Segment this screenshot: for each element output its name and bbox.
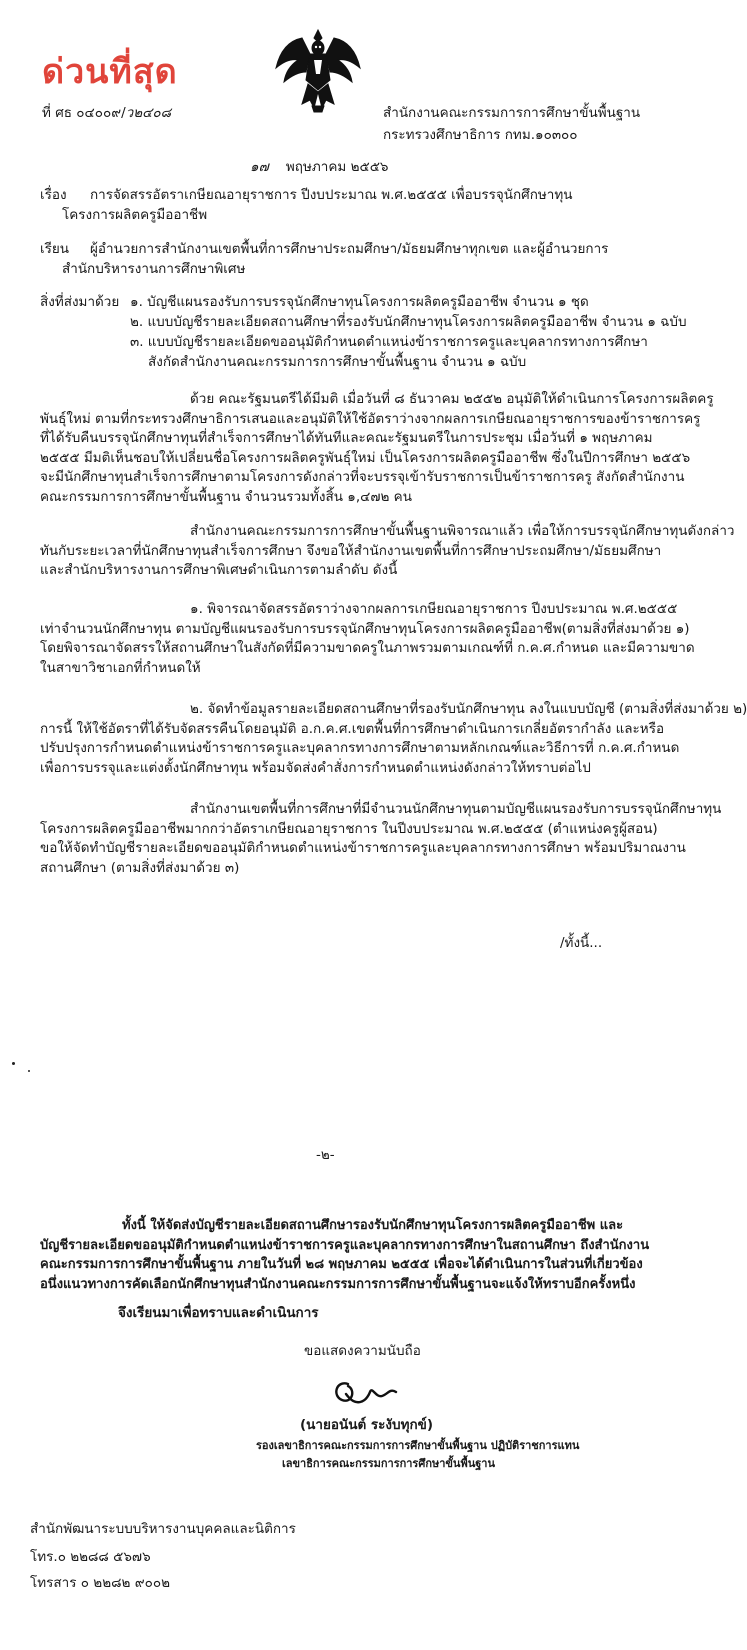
paragraph-line: เพื่อการบรรจุและแต่งตั้งนักศึกษาทุน พร้อมจัดส่งคำสั่งการกำหนดตำแหน่งดังกล่าวให้ทราบต่อไป bbox=[40, 759, 591, 776]
attachment-item-2: ๒. แบบบัญชีรายละเอียดสถานศึกษาที่รองรับนักศึกษาทุนโครงการผลิตครูมืออาชีพ จำนวน ๑ ฉบับ bbox=[130, 314, 687, 330]
body-paragraph-1 bbox=[40, 390, 714, 508]
subject-line-2: โครงการผลิตครูมืออาชีพ bbox=[62, 207, 208, 223]
page-number: -๒- bbox=[316, 1147, 335, 1163]
paragraph-line: ๒๕๕๕ มีมติเห็นชอบให้เปลี่ยนชื่อโครงการผลิตครูพันธุ์ใหม่ เป็นโครงการผลิตครูมืออาชีพ ซึ่งในปีการศึกษา ๒๕๕๖ bbox=[40, 449, 691, 466]
org-name: สำนักงานคณะกรรมการการศึกษาขั้นพื้นฐาน bbox=[383, 105, 641, 121]
recipient-line-1: ผู้อำนวยการสำนักงานเขตพื้นที่การศึกษาประถมศึกษา/มัธยมศึกษาทุกเขต และผู้อำนวยการ bbox=[90, 241, 609, 257]
paragraph-line: สำนักงานเขตพื้นที่การศึกษาที่มีจำนวนนักศึกษาทุนตามบัญชีแผนรองรับการบรรจุนักศึกษาทุน bbox=[190, 801, 722, 817]
scan-speck bbox=[12, 1062, 15, 1065]
doc-number-handwritten: ว๒๔๐๘ bbox=[125, 105, 172, 121]
signer-position-1: รองเลขาธิการคณะกรรมการการศึกษาขั้นพื้นฐาน ปฏิบัติราชการแทน bbox=[256, 1439, 580, 1452]
paragraph-line: โดยพิจารณาจัดสรรให้สถานศึกษาในสังกัดที่มีความขาดครูในภาพรวมตามเกณฑ์ที่ ก.ค.ศ.กำหนด และมีความขาด bbox=[40, 640, 695, 657]
document-number bbox=[42, 104, 171, 123]
paragraph-line: ๑. พิจารณาจัดสรรอัตราว่างจากผลการเกษียณอายุราชการ ปีงบประมาณ พ.ศ.๒๕๕๕ bbox=[190, 601, 678, 617]
signature bbox=[326, 1372, 406, 1412]
paragraph-line: ด้วย คณะรัฐมนตรีได้มีมติ เมื่อวันที่ ๘ ธันวาคม ๒๕๕๒ อนุมัติให้ดำเนินการโครงการผลิตครู bbox=[190, 391, 714, 407]
paragraph-line: เท่าจำนวนนักศึกษาทุน ตามบัญชีแผนรองรับการบรรจุนักศึกษาทุนโครงการผลิตครูมืออาชีพ(ตามสิ่งที่ส่งมาด้วย ๑) bbox=[40, 620, 690, 637]
paragraph-line: ในสาขาวิชาเอกที่กำหนดให้ bbox=[40, 659, 201, 676]
paragraph-line: พันธุ์ใหม่ ตามที่กระทรวงศึกษาธิการเสนอและอนุมัติให้ใช้อัตราว่างจากผลการเกษียณอายุราชการของข้าราชการครู bbox=[40, 410, 701, 427]
attachment-item-1: ๑. บัญชีแผนรองรับการบรรจุนักศึกษาทุนโครงการผลิตครูมืออาชีพ จำนวน ๑ ชุด bbox=[130, 294, 589, 310]
paragraph-line: ทั้งนี้ ให้จัดส่งบัญชีรายละเอียดสถานศึกษารองรับนักศึกษาทุนโครงการผลิตครูมืออาชีพ และ bbox=[122, 1218, 624, 1233]
signer-name: (นายอนันต์ ระงับทุกข์) bbox=[300, 1417, 434, 1433]
paragraph-line: ๒. จัดทำข้อมูลรายละเอียดสถานศึกษาที่รองรับนักศึกษาทุน ลงในแบบบัญชี (ตามสิ่งที่ส่งมาด้วย ๒) bbox=[190, 701, 747, 717]
signer-position-2: เลขาธิการคณะกรรมการการศึกษาขั้นพื้นฐาน bbox=[282, 1457, 495, 1470]
footer-fax: โทรสาร ๐ ๒๒๘๒ ๙๐๐๒ bbox=[30, 1575, 170, 1591]
paragraph-line: และสำนักบริหารงานการศึกษาพิเศษดำเนินการตามลำดับ ดังนี้ bbox=[40, 562, 398, 579]
footer-telephone: โทร.๐ ๒๒๘๘ ๕๖๗๖ bbox=[30, 1549, 151, 1565]
paragraph-line: สถานศึกษา (ตามสิ่งที่ส่งมาด้วย ๓) bbox=[40, 859, 240, 876]
body-paragraph-2 bbox=[40, 522, 735, 581]
date-month-year: พฤษภาคม ๒๕๕๖ bbox=[285, 159, 389, 175]
paragraph-line: อนึ่งแนวทางการคัดเลือกนักศึกษาทุนสำนักงานคณะกรรมการการศึกษาขั้นพื้นฐานจะแจ้งให้ทราบอีกครั้งหนึ่ง bbox=[40, 1276, 636, 1292]
scan-speck bbox=[28, 1070, 30, 1072]
paragraph-line: การนี้ ให้ใช้อัตราที่ได้รับจัดสรรคืนโดยอนุมัติ อ.ก.ค.ศ.เขตพื้นที่การศึกษาดำเนินการเกลี่ยอัตรากำลัง และหรือ bbox=[40, 720, 665, 737]
urgent-stamp: ด่วนที่สุด bbox=[42, 52, 178, 92]
paragraph-line: ปรับปรุงการกำหนดตำแหน่งข้าราชการครูและบุคลากรทางการศึกษาตามหลักเกณฑ์และวิธีการที่ ก.ค.ศ.กำหนด bbox=[40, 740, 680, 757]
paragraph-line: โครงการผลิตครูมืออาชีพมากกว่าอัตราเกษียณอายุราชการ ในปีงบประมาณ พ.ศ.๒๕๕๕ (ตำแหน่งครูผู้สอน) bbox=[40, 820, 658, 837]
closing-request: จึงเรียนมาเพื่อทราบและดำเนินการ bbox=[118, 1305, 319, 1321]
document-date bbox=[250, 158, 388, 177]
paragraph-line: คณะกรรมการการศึกษาขั้นพื้นฐาน ภายในวันที่ ๒๘ พฤษภาคม ๒๕๕๕ เพื่อจะได้ดำเนินการในส่วนที่เกี่ยวข้อง bbox=[40, 1257, 643, 1273]
subject-line-1: การจัดสรรอัตราเกษียณอายุราชการ ปีงบประมาณ พ.ศ.๒๕๕๕ เพื่อบรรจุนักศึกษาทุน bbox=[90, 187, 573, 203]
paragraph-line: บัญชีรายละเอียดขออนุมัติกำหนดตำแหน่งข้าราชการครูและบุคลากรทางการศึกษาในสถานศึกษา ถึงสำนักงาน bbox=[40, 1237, 650, 1253]
attachments-label: สิ่งที่ส่งมาด้วย bbox=[40, 294, 120, 310]
paragraph-line: จะมีนักศึกษาทุนสำเร็จการศึกษาตามโครงการดังกล่าวที่จะบรรจุเข้ารับราชการเป็นข้าราชการครู สังกัดสำนักงาน bbox=[40, 469, 685, 486]
closing-regards: ขอแสดงความนับถือ bbox=[304, 1343, 421, 1359]
body-paragraph-3 bbox=[40, 600, 695, 678]
paragraph-line: ทันกับระยะเวลาที่นักศึกษาทุนสำเร็จการศึกษา จึงขอให้สำนักงานเขตพื้นที่การศึกษาประถมศึกษา/มัธยมศึกษา bbox=[40, 542, 662, 559]
org-address: กระทรวงศึกษาธิการ กทม.๑๐๓๐๐ bbox=[383, 127, 578, 143]
recipient-label: เรียน bbox=[40, 241, 70, 257]
garuda-emblem bbox=[272, 28, 364, 114]
paragraph-line: คณะกรรมการการศึกษาขั้นพื้นฐาน จำนวนรวมทั้งสิ้น ๑,๔๗๒ คน bbox=[40, 488, 412, 505]
page2-paragraph bbox=[40, 1216, 650, 1294]
recipient-line-2: สำนักบริหารงานการศึกษาพิเศษ bbox=[62, 261, 246, 277]
paragraph-line: ขอให้จัดทำบัญชีรายละเอียดขออนุมัติกำหนดตำแหน่งข้าราชการครูและบุคลากรทางการศึกษา พร้อมปริมาณงาน bbox=[40, 840, 686, 857]
date-day: ๑๗ bbox=[250, 159, 269, 175]
continue-mark: /ทั้งนี้... bbox=[560, 935, 603, 951]
attachment-item-3: ๓. แบบบัญชีรายละเอียดขออนุมัติกำหนดตำแหน่งข้าราชการครูและบุคลากรทางการศึกษา bbox=[130, 334, 648, 350]
doc-number-prefix: ที่ ศธ ๐๔๐๐๙/ bbox=[42, 105, 126, 121]
paragraph-line: ที่ได้รับคืนบรรจุนักศึกษาทุนที่สำเร็จการศึกษาได้ทันทีและคณะรัฐมนตรีในการประชุม เมื่อวันที่ ๑ พฤษภาคม bbox=[40, 430, 653, 447]
body-paragraph-5 bbox=[40, 800, 722, 878]
footer-office: สำนักพัฒนาระบบบริหารงานบุคคลและนิติการ bbox=[30, 1521, 296, 1537]
body-paragraph-4 bbox=[40, 700, 747, 778]
attachment-item-3-cont: สังกัดสำนักงานคณะกรรมการการศึกษาขั้นพื้นฐาน จำนวน ๑ ฉบับ bbox=[148, 354, 527, 370]
paragraph-line: สำนักงานคณะกรรมการการศึกษาขั้นพื้นฐานพิจารณาแล้ว เพื่อให้การบรรจุนักศึกษาทุนดังกล่าว bbox=[190, 523, 735, 539]
subject-label: เรื่อง bbox=[40, 187, 67, 203]
